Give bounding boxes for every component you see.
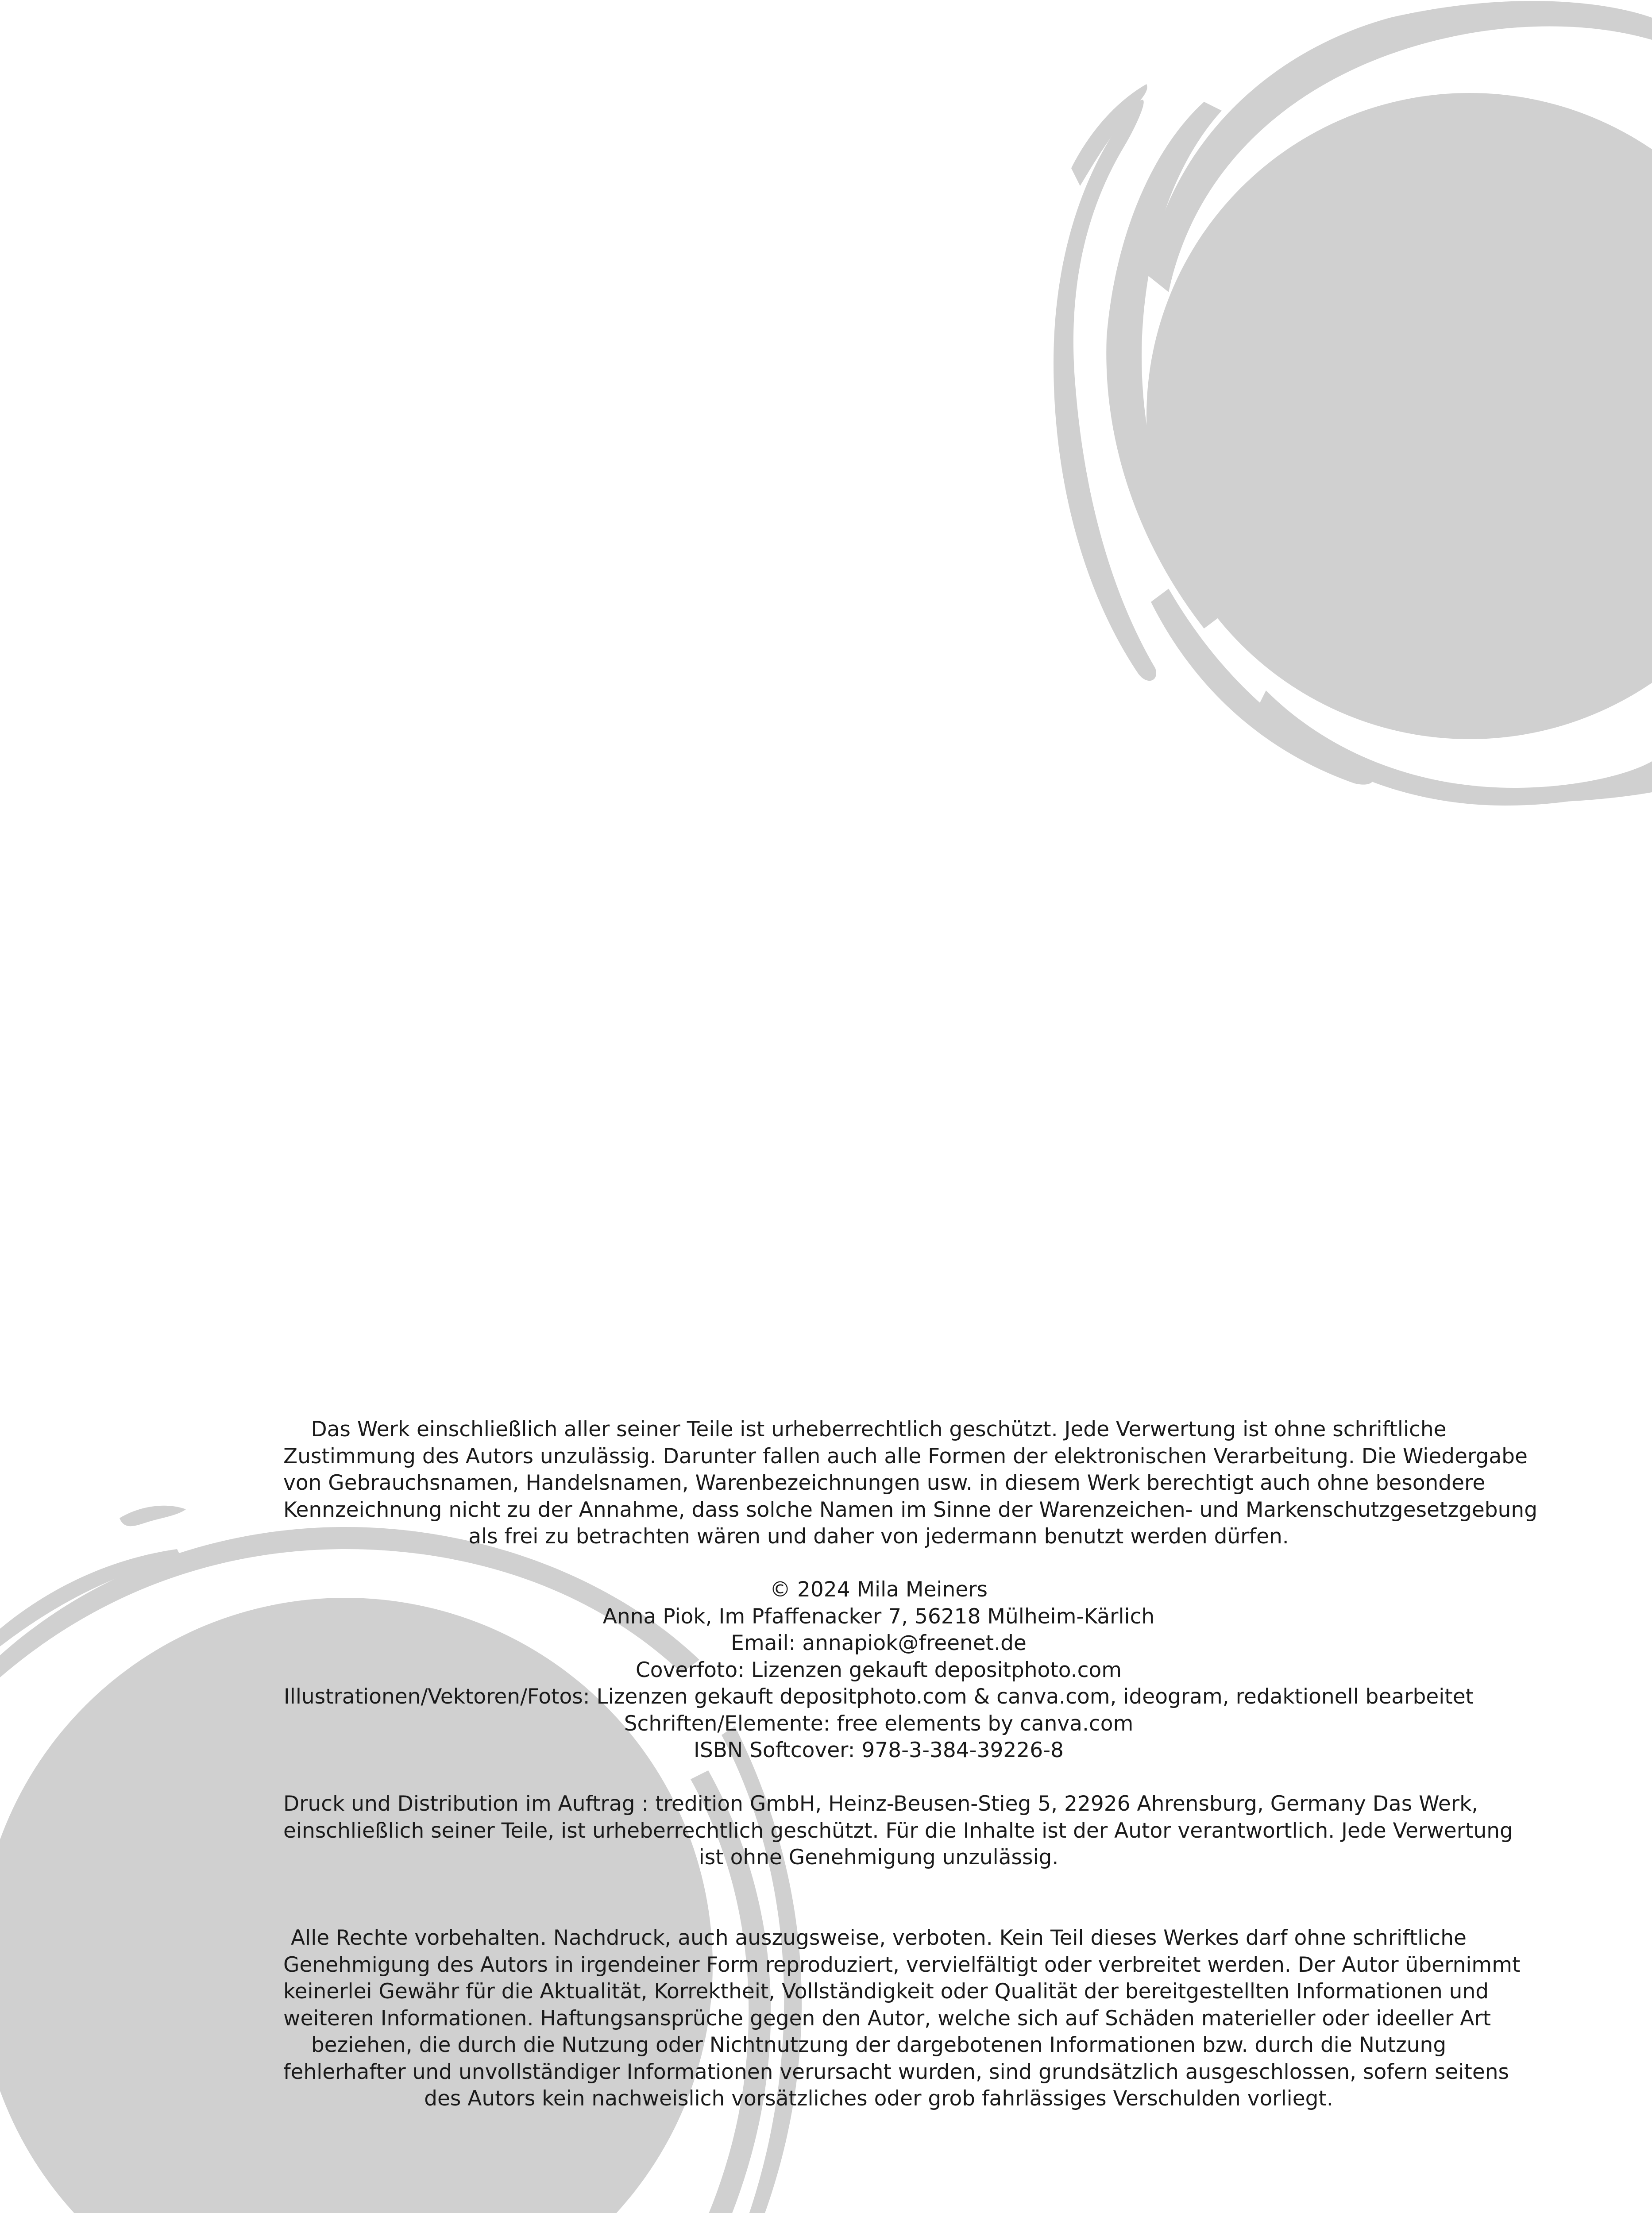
- illustrations-credit: Illustrationen/Vektoren/Fotos: Lizenzen gekauft depositphoto.com & canva.com, ideogram, redaktionell bearbeitet: [283, 1685, 1474, 1709]
- address-line: Anna Piok, Im Pfaffenacker 7, 56218 Mülheim-Kärlich: [602, 1604, 1155, 1629]
- rights-reserved-line: weiteren Informationen. Haftungsansprüche gegen den Autor, welche sich auf Schäden materieller oder ideeller Art: [283, 2006, 1491, 2031]
- email-line: Email: annapiok@freenet.de: [731, 1631, 1027, 1655]
- isbn-line: ISBN Softcover: 978-3-384-39226-8: [694, 1738, 1064, 1762]
- legal-notice-line: Das Werk einschließlich aller seiner Teile ist urheberrechtlich geschützt. Jede Verwertung ist ohne schriftliche: [311, 1417, 1447, 1442]
- rights-reserved-line: fehlerhafter und unvollständiger Informationen verursacht wurden, sind grundsätzlich ausgeschlossen, sofern seitens: [283, 2059, 1509, 2084]
- print-distribution-line: ist ohne Genehmigung unzulässig.: [699, 1845, 1059, 1870]
- legal-notice-paragraph: [283, 1416, 1538, 1550]
- legal-notice-line: Kennzeichnung nicht zu der Annahme, dass solche Namen im Sinne der Warenzeichen- und Markenschutzgesetzgebung: [283, 1497, 1538, 1522]
- fonts-credit: Schriften/Elemente: free elements by canva.com: [624, 1711, 1134, 1736]
- print-distribution-line: Druck und Distribution im Auftrag : tredition GmbH, Heinz-Beusen-Stieg 5, 22926 Ahrensburg, Germany Das Werk,: [283, 1792, 1478, 1816]
- imprint-block: [283, 1577, 1474, 1764]
- rights-reserved-line: keinerlei Gewähr für die Aktualität, Korrektheit, Vollständigkeit oder Qualität der bereitgestellten Informationen und: [283, 1979, 1489, 2004]
- cover-photo-credit: Coverfoto: Lizenzen gekauft depositphoto.com: [635, 1658, 1122, 1682]
- top-right-brush-circle: [1054, 1, 1652, 806]
- rights-reserved-line: Genehmigung des Autors in irgendeiner Form reproduziert, vervielfältigt oder verbreitet werden. Der Autor übernimmt: [283, 1952, 1521, 1977]
- rights-reserved-paragraph: [283, 1925, 1521, 2113]
- print-distribution-paragraph: [283, 1791, 1513, 1871]
- print-distribution-line: einschließlich seiner Teile, ist urheberrechtlich geschützt. Für die Inhalte ist der Autor verantwortlich. Jede Verwertung: [283, 1818, 1513, 1843]
- rights-reserved-line: des Autors kein nachweislich vorsätzliches oder grob fahrlässiges Verschulden vorliegt.: [424, 2086, 1333, 2111]
- legal-notice-line: Zustimmung des Autors unzulässig. Darunter fallen auch alle Formen der elektronischen Verarbeitung. Die Wiedergabe: [283, 1444, 1528, 1469]
- rights-reserved-line: Alle Rechte vorbehalten. Nachdruck, auch auszugsweise, verboten. Kein Teil dieses Werkes darf ohne schriftliche: [291, 1926, 1467, 1950]
- legal-notice-line: von Gebrauchsnamen, Handelsnamen, Warenbezeichnungen usw. in diesem Werk berechtigt auch ohne besondere: [283, 1471, 1486, 1495]
- copyright-line: © 2024 Mila Meiners: [770, 1577, 988, 1602]
- rights-reserved-line: beziehen, die durch die Nutzung oder Nichtnutzung der dargebotenen Informationen bzw. durch die Nutzung: [311, 2033, 1447, 2057]
- legal-notice-line: als frei zu betrachten wären und daher von jedermann benutzt werden dürfen.: [468, 1524, 1289, 1549]
